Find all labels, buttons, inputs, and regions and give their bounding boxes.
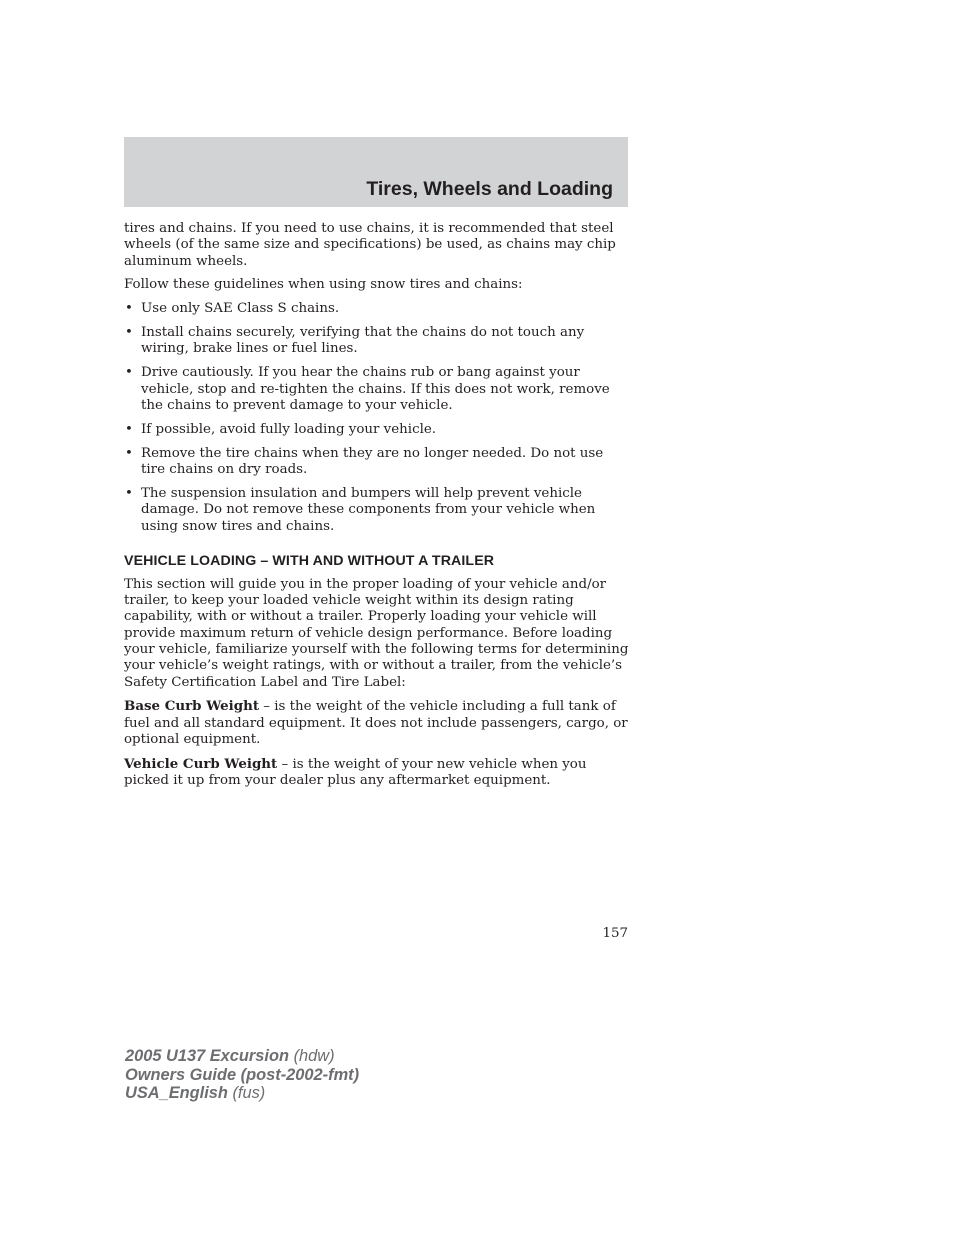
bullet-icon: •: [125, 300, 133, 316]
list-item: [124, 365, 630, 414]
list-item-text: Drive cautiously. If you hear the chains rub or bang against your vehicle, stop and re-tighten the chains. If this does not work, remove the chains to prevent damage to your vehicle.: [141, 365, 610, 413]
list-item-text: Install chains securely, verifying that the chains do not touch any wiring, brake lines or fuel lines.: [141, 324, 585, 357]
list-item: [124, 446, 630, 479]
list-item: [124, 325, 630, 358]
section-title: Tires, Wheels and Loading: [366, 178, 613, 200]
footer-model-code: (hdw): [289, 1047, 335, 1065]
list-item: [124, 422, 630, 438]
list-item: [124, 301, 630, 317]
definition-vehicle-curb-weight: [124, 756, 630, 790]
section-header-band: [124, 137, 628, 207]
intro-paragraph: tires and chains. If you need to use chains, it is recommended that steel wheels (of the same size and specifications) be used, as chains may chip aluminum wheels.: [124, 221, 616, 269]
footer-guide-format: Owners Guide (post-2002-fmt): [125, 1065, 360, 1084]
footer-language: USA_English: [125, 1084, 228, 1103]
footer-model: 2005 U137 Excursion: [125, 1047, 290, 1065]
footer-line-2: [125, 1066, 359, 1085]
document-footer: [125, 1047, 359, 1103]
list-item-text: If possible, avoid fully loading your vehicle.: [141, 421, 437, 437]
footer-line-3: [125, 1084, 359, 1103]
definition-text: – is the weight of the vehicle including a full tank of fuel and all standard equipment. It does not include passengers, cargo, or optional equipment.: [124, 699, 628, 747]
loading-paragraph: This section will guide you in the proper loading of your vehicle and/or trailer, to keep your loaded vehicle weight within its design rating capability, with or without a trailer. Properly loading your vehicle will provide maximum return of vehicle design performance. Before loading your vehicle, familiarize yourself with the following terms for determining your vehicle’s weight ratings, with or without a trailer, from the vehicle’s Safety Certification Label and Tire Label:: [124, 576, 629, 690]
definition-term: Vehicle Curb Weight: [124, 755, 278, 772]
guidelines-intro: Follow these guidelines when using snow tires and chains:: [124, 277, 523, 293]
list-item: [124, 486, 630, 535]
vehicle-loading-heading: VEHICLE LOADING – WITH AND WITHOUT A TRAILER: [124, 552, 495, 569]
definition-term: Base Curb Weight: [124, 698, 260, 715]
bullet-icon: •: [125, 421, 133, 437]
bullet-icon: •: [125, 445, 133, 461]
snow-chain-guidelines-list: [124, 301, 630, 535]
bullet-icon: •: [125, 324, 133, 340]
list-item-text: Use only SAE Class S chains.: [141, 300, 340, 316]
definition-text: – is the weight of your new vehicle when you picked it up from your dealer plus any aftermarket equipment.: [124, 756, 587, 788]
bullet-icon: •: [125, 365, 133, 381]
footer-language-code: (fus): [227, 1084, 266, 1103]
bullet-icon: •: [125, 486, 133, 502]
list-item-text: The suspension insulation and bumpers will help prevent vehicle damage. Do not remove these components from your vehicle when using snow tires and chains.: [141, 486, 596, 534]
list-item-text: Remove the tire chains when they are no longer needed. Do not use tire chains on dry roads.: [141, 445, 604, 478]
page-content: [124, 221, 630, 797]
page-number: 157: [602, 926, 628, 941]
definition-base-curb-weight: [124, 698, 630, 748]
footer-line-1: [125, 1047, 359, 1066]
